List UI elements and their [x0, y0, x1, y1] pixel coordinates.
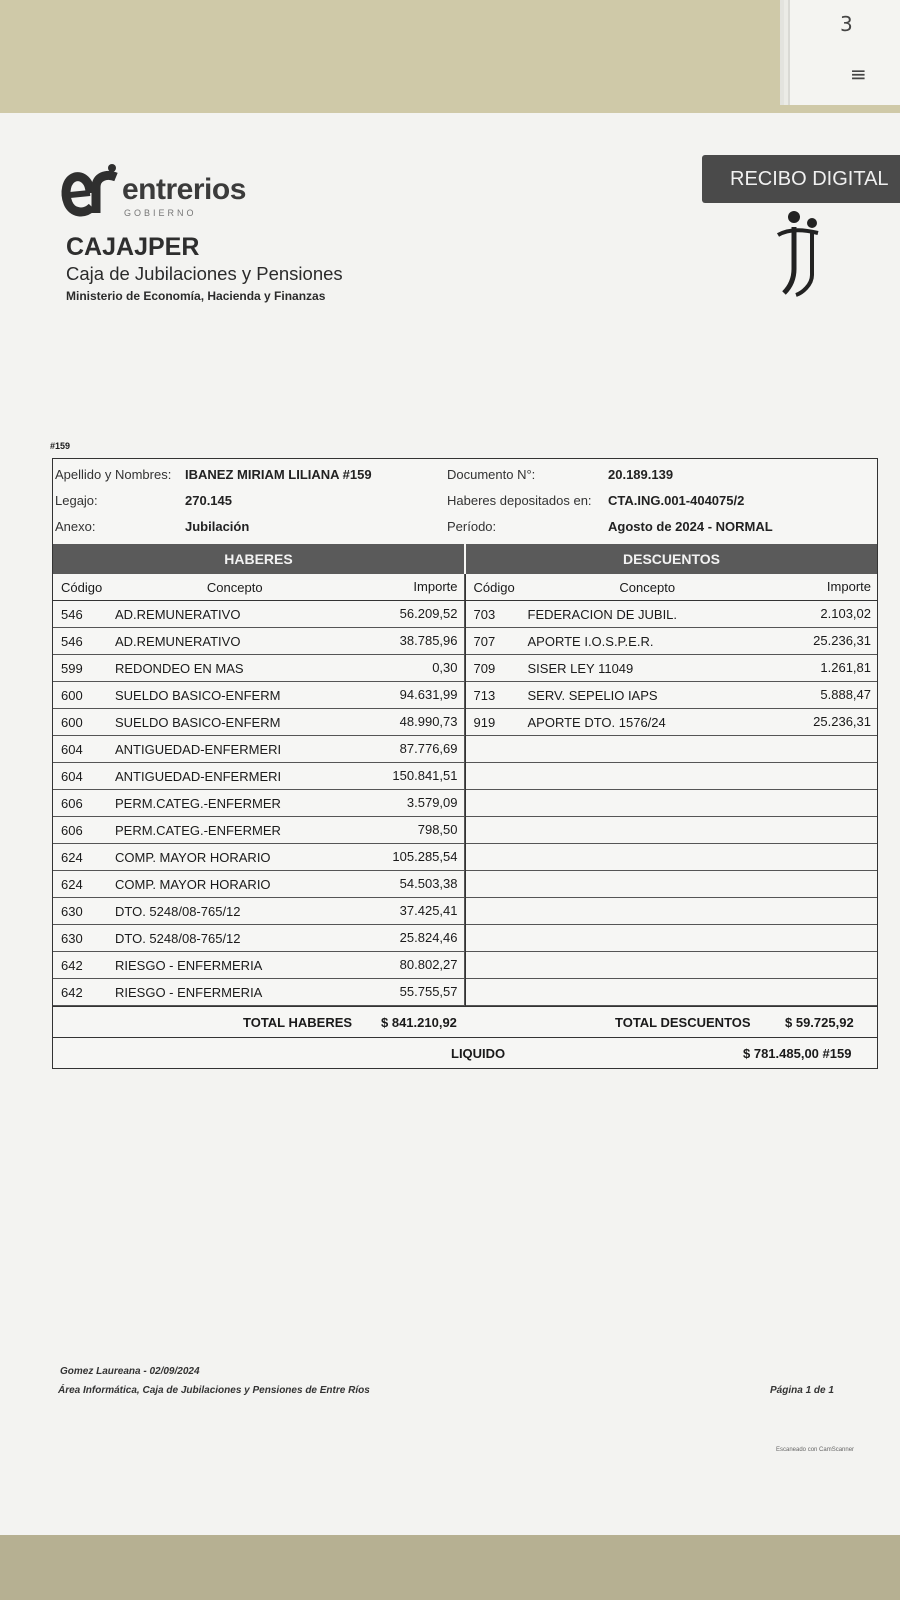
item-amount: 0,30	[355, 655, 465, 681]
empty-row	[466, 844, 878, 871]
legajo-label: Legajo:	[55, 493, 98, 508]
item-code: 703	[473, 606, 496, 622]
item-concept: PERM.CATEG.-ENFERMER	[115, 795, 281, 811]
table-row	[53, 952, 465, 979]
item-concept: ANTIGUEDAD-ENFERMERI	[115, 768, 282, 784]
item-code: 624	[61, 849, 83, 865]
liquido-row	[53, 1037, 877, 1068]
table-row	[53, 925, 465, 952]
item-amount: 2.103,02	[820, 606, 871, 621]
item-code: 600	[61, 714, 83, 730]
table-row	[53, 736, 465, 763]
deposit-label: Haberes depositados en:	[447, 493, 592, 508]
total-haberes-label: TOTAL HABERES	[243, 1015, 353, 1030]
handwritten-mark: ≡	[850, 62, 867, 86]
item-concept: SUELDO BASICO-ENFERM	[115, 714, 281, 730]
table-row	[53, 817, 465, 844]
empty-row	[466, 763, 878, 790]
item-code: 624	[61, 876, 83, 892]
item-concept: APORTE I.O.S.P.E.R.	[527, 633, 654, 649]
legajo-value: 270.145	[185, 493, 232, 508]
table-row	[53, 682, 465, 709]
empty-row	[466, 736, 878, 763]
footer-area: Área Informática, Caja de Jubilaciones y Pensiones de Entre Ríos	[58, 1385, 370, 1396]
item-concept: COMP. MAYOR HORARIO	[115, 849, 271, 865]
empty-row	[466, 871, 878, 898]
period-value: Agosto de 2024 - NORMAL	[608, 519, 773, 534]
total-haberes-value: $ 841.210,92	[381, 1015, 457, 1030]
document-value: 20.189.139	[608, 467, 674, 482]
table-row	[53, 979, 465, 1006]
total-descuentos-value: $ 59.725,92	[785, 1015, 854, 1030]
scanner-watermark: Escaneado con CamScanner	[776, 1447, 855, 1453]
descuentos-rows	[466, 601, 878, 1006]
section-headers	[53, 544, 877, 574]
item-amount: 55.755,57	[355, 979, 465, 1005]
item-amount: 37.425,41	[355, 898, 465, 924]
empty-row	[466, 952, 878, 979]
amount-header: Importe	[826, 579, 871, 594]
org-subtitle: Caja de Jubilaciones y Pensiones	[66, 263, 343, 284]
amount-header: Importe	[355, 574, 465, 600]
item-concept: APORTE DTO. 1576/24	[527, 714, 666, 730]
anexo-label: Anexo:	[55, 519, 96, 534]
desk-surface	[0, 1535, 900, 1600]
empty-row	[466, 925, 878, 952]
item-amount: 38.785,96	[355, 628, 465, 654]
column-header-row	[53, 574, 465, 601]
handwritten-mark: 3	[840, 12, 853, 36]
item-code: 546	[61, 633, 83, 649]
item-concept: RIESGO - ENFERMERIA	[115, 984, 263, 1000]
item-concept: FEDERACION DE JUBIL.	[527, 606, 678, 622]
item-amount: 3.579,09	[355, 790, 465, 816]
item-code: 604	[61, 768, 83, 784]
item-concept: RIESGO - ENFERMERIA	[115, 957, 263, 973]
item-concept: AD.REMUNERATIVO	[115, 606, 241, 622]
period-label: Período:	[447, 519, 497, 534]
haberes-column	[53, 574, 466, 1006]
empty-row	[466, 898, 878, 925]
item-amount: 25.236,31	[813, 633, 871, 648]
footer-author: Gomez Laureana - 02/09/2024	[60, 1366, 200, 1377]
table-row	[466, 628, 878, 655]
code-header: Código	[61, 579, 103, 595]
descuentos-header: DESCUENTOS	[466, 544, 877, 574]
table-row	[53, 628, 465, 655]
column-header-row	[466, 574, 878, 601]
item-concept: DTO. 5248/08-765/12	[115, 903, 241, 919]
item-amount: 56.209,52	[355, 601, 465, 627]
total-descuentos-label: TOTAL DESCUENTOS	[615, 1015, 751, 1030]
item-amount: 798,50	[355, 817, 465, 843]
concept-header: Concepto	[619, 579, 676, 595]
liquido-value: $ 781.485,00 #159	[743, 1046, 852, 1061]
receipt-table	[52, 458, 878, 1069]
item-code: 919	[473, 714, 496, 730]
item-concept: PERM.CATEG.-ENFERMER	[115, 822, 281, 838]
table-row	[466, 709, 878, 736]
deposit-value: CTA.ING.001-404075/2	[608, 493, 745, 508]
receipt-page	[0, 113, 900, 1535]
er-logo-icon	[60, 163, 122, 223]
logo-word: entrerios	[122, 173, 246, 206]
item-code: 713	[473, 687, 496, 703]
entrerios-logo	[60, 163, 280, 223]
item-amount: 105.285,54	[355, 844, 465, 870]
empty-row	[466, 817, 878, 844]
background-paper	[788, 0, 900, 105]
org-title: CAJAJPER	[66, 233, 200, 261]
item-code: 709	[473, 660, 496, 676]
total-descuentos	[465, 1007, 877, 1037]
item-concept: SERV. SEPELIO IAPS	[527, 687, 658, 703]
item-concept: AD.REMUNERATIVO	[115, 633, 241, 649]
reference-number: #159	[50, 441, 71, 451]
item-code: 630	[61, 903, 83, 919]
logo-subtitle: GOBIERNO	[124, 208, 197, 218]
empty-row	[466, 979, 878, 1006]
item-amount: 150.841,51	[355, 763, 465, 789]
table-row	[53, 763, 465, 790]
name-label: Apellido y Nombres:	[55, 467, 172, 482]
item-amount: 25.824,46	[355, 925, 465, 951]
concept-header: Concepto	[206, 579, 263, 595]
table-row	[53, 601, 465, 628]
table-row	[466, 682, 878, 709]
table-row	[53, 844, 465, 871]
haberes-header: HABERES	[53, 544, 466, 574]
item-code: 707	[473, 633, 496, 649]
code-header: Código	[473, 579, 515, 595]
table-row	[466, 655, 878, 682]
items-columns	[53, 574, 877, 1006]
empty-row	[466, 790, 878, 817]
item-code: 606	[61, 795, 83, 811]
item-concept: DTO. 5248/08-765/12	[115, 930, 241, 946]
item-amount: 5.888,47	[820, 687, 871, 702]
employee-info	[53, 459, 877, 544]
table-row	[466, 601, 878, 628]
item-amount: 25.236,31	[813, 714, 871, 729]
name-value: IBANEZ MIRIAM LILIANA #159	[185, 467, 372, 482]
item-concept: REDONDEO EN MAS	[115, 660, 244, 676]
item-code: 600	[61, 687, 83, 703]
item-code: 604	[61, 741, 83, 757]
recibo-digital-badge: RECIBO DIGITAL	[702, 155, 900, 203]
item-amount: 1.261,81	[820, 660, 871, 675]
table-row	[53, 790, 465, 817]
item-concept: SUELDO BASICO-ENFERM	[115, 687, 281, 703]
item-code: 599	[61, 660, 83, 676]
figure-emblem-icon	[772, 209, 832, 299]
table-row	[53, 655, 465, 682]
item-amount: 94.631,99	[355, 682, 465, 708]
item-code: 642	[61, 957, 83, 973]
item-concept: COMP. MAYOR HORARIO	[115, 876, 271, 892]
page-number: Página 1 de 1	[770, 1385, 834, 1396]
table-row	[53, 871, 465, 898]
table-row	[53, 709, 465, 736]
descuentos-column	[466, 574, 878, 1006]
totals-row	[53, 1006, 877, 1037]
document-label: Documento N°:	[447, 467, 536, 482]
haberes-rows	[53, 601, 465, 1006]
item-concept: ANTIGUEDAD-ENFERMERI	[115, 741, 282, 757]
item-amount: 87.776,69	[355, 736, 465, 762]
item-code: 642	[61, 984, 83, 1000]
item-amount: 54.503,38	[355, 871, 465, 897]
item-amount: 80.802,27	[355, 952, 465, 978]
item-code: 606	[61, 822, 83, 838]
item-concept: SISER LEY 11049	[527, 660, 634, 676]
item-code: 630	[61, 930, 83, 946]
total-haberes	[53, 1007, 465, 1037]
anexo-value: Jubilación	[185, 519, 250, 534]
liquido-label: LIQUIDO	[451, 1046, 506, 1061]
table-row	[53, 898, 465, 925]
item-amount: 48.990,73	[355, 709, 465, 735]
ministry-name: Ministerio de Economía, Hacienda y Finanzas	[66, 289, 326, 303]
item-code: 546	[61, 606, 83, 622]
